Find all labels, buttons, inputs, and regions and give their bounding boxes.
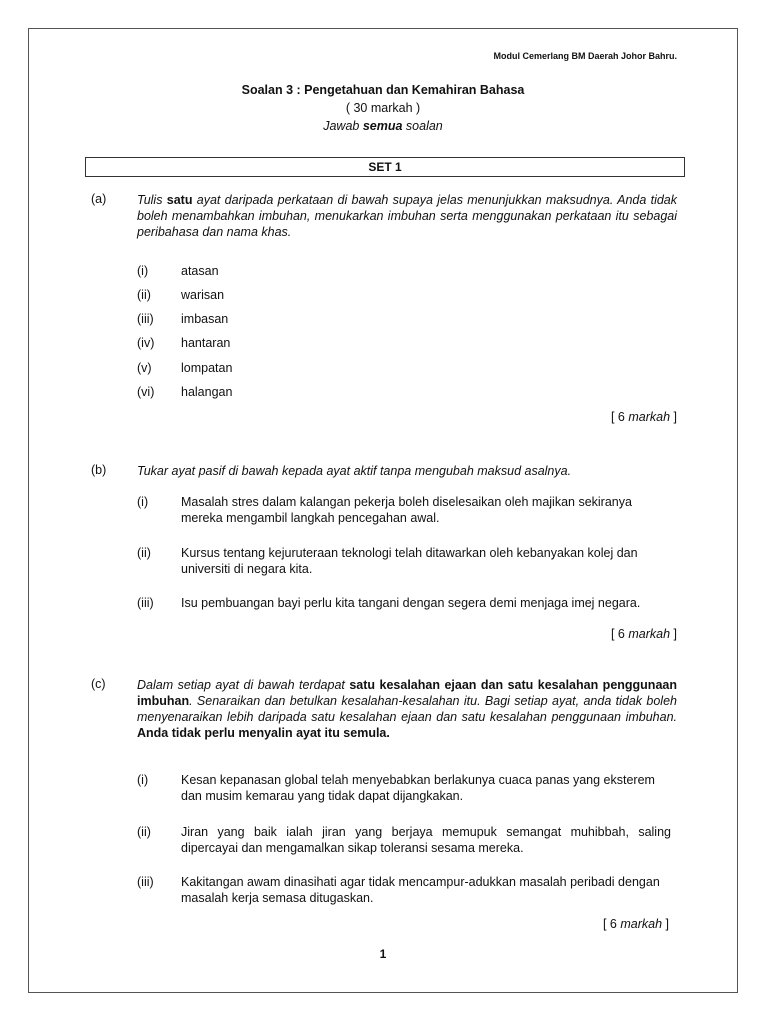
item-number: (ii) — [137, 825, 151, 839]
item-text: warisan — [181, 288, 225, 302]
item-text: Isu pembuangan bayi perlu kita tangani dengan segera demi menjaga imej negara. — [181, 596, 641, 610]
item-number: (iii) — [137, 596, 154, 610]
marks-post: ] — [670, 410, 677, 424]
question-b-label: (b) — [91, 463, 107, 477]
exam-page — [28, 28, 738, 993]
item-text: Kakitangan awam dinasihati agar tidak mencampur-adukkan masalah peribadi dengan masalah kerja semasa ditugaskan. — [181, 875, 660, 905]
question-a-text — [137, 192, 677, 240]
question-a-text-pre: Tulis — [137, 193, 167, 207]
item-number: (i) — [137, 495, 149, 509]
item-text: Kesan kepanasan global telah menyebabkan berlakunya cuaca panas yang eksterem dan musim kemarau yang tidak dapat dijangkakan. — [181, 773, 655, 803]
question-a-label: (a) — [91, 192, 107, 206]
total-marks: ( 30 markah ) — [345, 101, 421, 115]
marks-pre: [ 6 — [610, 410, 629, 424]
question-c-label: (c) — [91, 677, 106, 691]
item-text: halangan — [181, 385, 233, 399]
item-text: Jiran yang baik ialah jiran yang berjaya memupuk semangat muhibbah, saling dipercayai dan mengamalkan sikap toleransi sesama mereka. — [181, 825, 671, 855]
item-number: (ii) — [137, 546, 151, 560]
question-c-text-bold1: satu kesalahan ejaan dan satu kesalahan penggunaan imbuhan — [137, 678, 677, 708]
marks-a — [611, 410, 677, 424]
marks-c — [603, 917, 669, 931]
question-c-text-pre: Dalam setiap ayat di bawah terdapat — [137, 678, 350, 692]
item-number: (ii) — [137, 288, 151, 302]
question-a-text-post: ayat daripada perkataan di bawah supaya jelas menunjukkan maksudnya. Anda tidak boleh menambahkan imbuhan, menukarkan imbuhan serta menggunakan perkataan itu sebagai peribahasa dan nama khas. — [137, 193, 678, 239]
question-b-text: Tukar ayat pasif di bawah kepada ayat aktif tanpa mengubah maksud asalnya. — [137, 464, 572, 478]
instruction — [29, 117, 737, 135]
item-number: (i) — [137, 264, 149, 278]
item-number: (i) — [137, 773, 149, 787]
instruction-post: soalan — [402, 119, 443, 133]
header-note: Modul Cemerlang BM Daerah Johor Bahru. — [493, 51, 677, 61]
item-text: Masalah stres dalam kalangan pekerja boleh diselesaikan oleh majikan sekiranya mereka mengambil langkah pencegahan awal. — [181, 495, 632, 525]
item-number: (v) — [137, 361, 152, 375]
marks-post: ] — [670, 627, 677, 641]
marks-word: markah — [628, 627, 671, 641]
item-number: (iii) — [137, 875, 154, 889]
item-text: lompatan — [181, 361, 233, 375]
question-c-text-mid: . Senaraikan dan betulkan kesalahan-kesalahan itu. Bagi setiap ayat, anda tidak boleh menyenaraikan lebih daripada satu kesalahan ejaan dan satu kesalahan penggunaan imbuhan. — [137, 694, 677, 724]
item-number: (iv) — [137, 336, 155, 350]
instruction-bold: semua — [362, 119, 403, 133]
item-text: hantaran — [181, 336, 231, 350]
item-number: (iii) — [137, 312, 154, 326]
marks-pre: [ 6 — [602, 917, 621, 931]
marks-word: markah — [620, 917, 663, 931]
title-block — [29, 81, 737, 135]
item-text: Kursus tentang kejuruteraan teknologi telah ditawarkan oleh kebanyakan kolej dan universiti di negara kita. — [181, 546, 638, 576]
item-text: imbasan — [181, 312, 229, 326]
marks-b — [611, 627, 677, 641]
question-c-text — [137, 677, 677, 741]
set-label: SET 1 — [85, 157, 685, 177]
question-c-text-bold2: Anda tidak perlu menyalin ayat itu semula. — [137, 726, 390, 740]
marks-post: ] — [662, 917, 669, 931]
instruction-pre: Jawab — [323, 119, 363, 133]
item-text: atasan — [181, 264, 219, 278]
page-number: 1 — [379, 947, 387, 961]
item-number: (vi) — [137, 385, 155, 399]
question-a-text-bold: satu — [166, 193, 193, 207]
section-title: Soalan 3 : Pengetahuan dan Kemahiran Bahasa — [241, 83, 525, 97]
marks-word: markah — [628, 410, 671, 424]
marks-pre: [ 6 — [610, 627, 629, 641]
